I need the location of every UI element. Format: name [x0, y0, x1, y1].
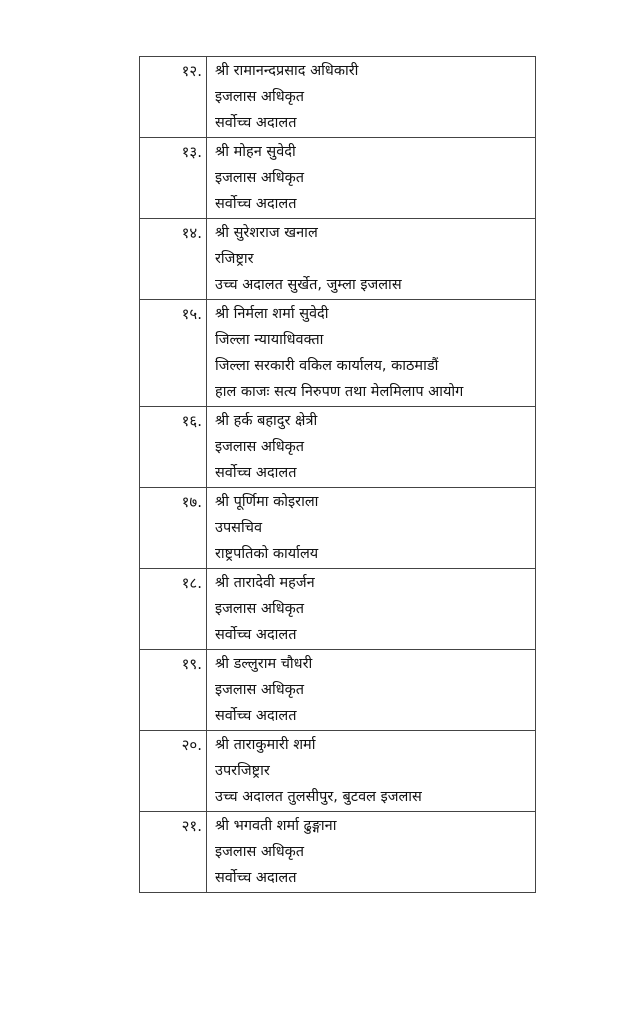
official-name: श्री रामानन्दप्रसाद अधिकारी — [215, 63, 359, 79]
official-designation: इजलास अधिकृत — [215, 844, 305, 860]
official-name: श्री हर्क बहादुर क्षेत्री — [215, 413, 318, 429]
entry-details — [207, 57, 536, 138]
official-designation: इजलास अधिकृत — [215, 682, 305, 698]
entry-details — [207, 812, 536, 893]
table-row — [140, 57, 536, 138]
official-name: श्री निर्मला शर्मा सुवेदी — [215, 306, 329, 322]
entry-details — [207, 488, 536, 569]
official-office: उच्च अदालत तुलसीपुर, बुटवल इजलास — [215, 789, 422, 805]
official-designation: रजिष्ट्रार — [215, 251, 254, 267]
table-row — [140, 138, 536, 219]
table-row — [140, 812, 536, 893]
official-note: हाल काजः सत्य निरुपण तथा मेलमिलाप आयोग — [215, 384, 464, 400]
official-office: सर्वोच्च अदालत — [215, 465, 297, 481]
official-office: सर्वोच्च अदालत — [215, 196, 297, 212]
official-name: श्री भगवती शर्मा ढुङ्गाना — [215, 818, 337, 834]
entry-details — [207, 138, 536, 219]
table-row — [140, 219, 536, 300]
official-office: उच्च अदालत सुर्खेत, जुम्ला इजलास — [215, 277, 402, 293]
official-office: सर्वोच्च अदालत — [215, 627, 297, 643]
entry-number: १४. — [140, 219, 207, 300]
entry-details — [207, 569, 536, 650]
table-row — [140, 300, 536, 407]
table-row — [140, 407, 536, 488]
table-row — [140, 569, 536, 650]
official-name: श्री मोहन सुवेदी — [215, 144, 296, 160]
official-name: श्री सुरेशराज खनाल — [215, 225, 318, 241]
entry-details — [207, 219, 536, 300]
official-office: जिल्ला सरकारी वकिल कार्यालय, काठमाडौं — [215, 358, 439, 374]
table-row — [140, 488, 536, 569]
official-office: सर्वोच्च अदालत — [215, 708, 297, 724]
entry-details — [207, 300, 536, 407]
official-designation: इजलास अधिकृत — [215, 439, 305, 455]
table-body — [140, 57, 536, 893]
entry-number: १८. — [140, 569, 207, 650]
entry-details — [207, 407, 536, 488]
entry-number: २०. — [140, 731, 207, 812]
entry-number: १६. — [140, 407, 207, 488]
entry-details — [207, 731, 536, 812]
entry-number: १९. — [140, 650, 207, 731]
official-designation: इजलास अधिकृत — [215, 601, 305, 617]
official-designation: उपरजिष्ट्रार — [215, 763, 270, 779]
entry-number: १७. — [140, 488, 207, 569]
official-name: श्री डल्लुराम चौधरी — [215, 656, 313, 672]
table-row — [140, 731, 536, 812]
official-name: श्री ताराकुमारी शर्मा — [215, 737, 316, 753]
official-name: श्री तारादेवी महर्जन — [215, 575, 315, 591]
official-office: सर्वोच्च अदालत — [215, 115, 297, 131]
official-office: सर्वोच्च अदालत — [215, 870, 297, 886]
official-name: श्री पूर्णिमा कोइराला — [215, 494, 319, 510]
officials-table — [139, 56, 536, 893]
entry-number: १३. — [140, 138, 207, 219]
table-row — [140, 650, 536, 731]
entry-details — [207, 650, 536, 731]
official-designation: इजलास अधिकृत — [215, 89, 305, 105]
entry-number: १२. — [140, 57, 207, 138]
entry-number: १५. — [140, 300, 207, 407]
official-designation: जिल्ला न्यायाधिवक्ता — [215, 332, 324, 348]
official-office: राष्ट्रपतिको कार्यालय — [215, 546, 319, 562]
entry-number: २१. — [140, 812, 207, 893]
official-designation: इजलास अधिकृत — [215, 170, 305, 186]
official-designation: उपसचिव — [215, 520, 263, 536]
